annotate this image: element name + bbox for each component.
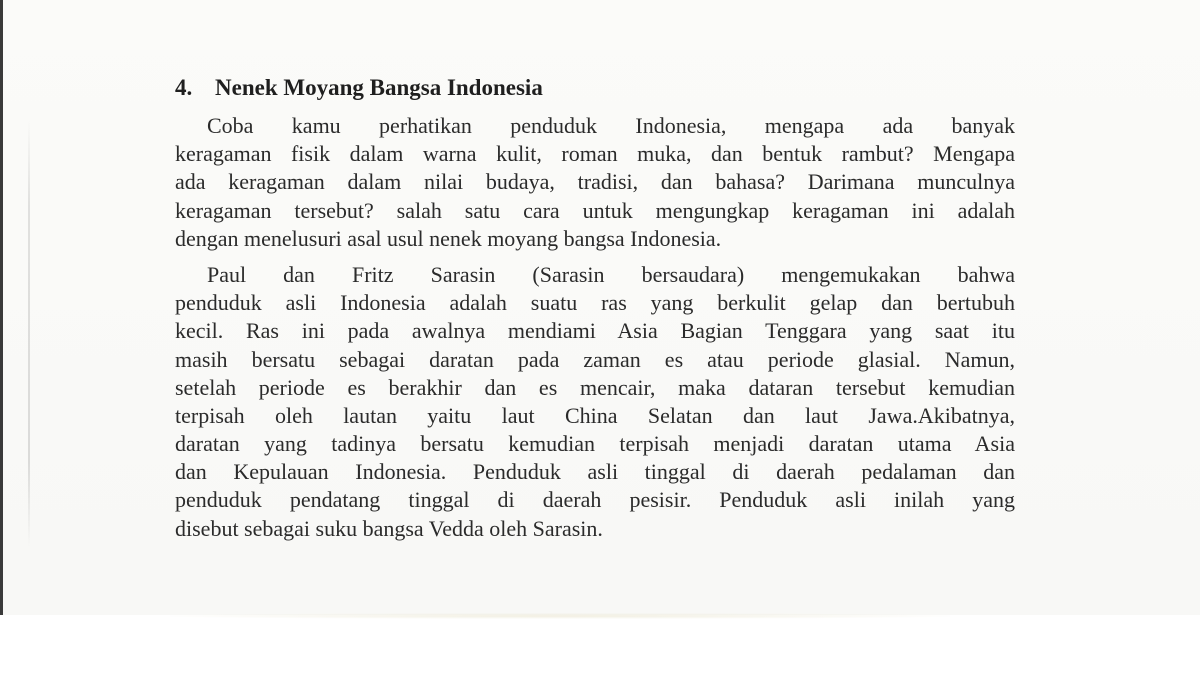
document-body bbox=[175, 70, 1015, 551]
paragraph-line: terpisah oleh lautan yaitu laut China Selatan dan laut Jawa.Akibatnya, bbox=[175, 402, 1015, 428]
section-number: 4. bbox=[175, 75, 193, 100]
paragraph-line: dan Kepulauan Indonesia. Penduduk asli tinggal di daerah pedalaman dan bbox=[175, 459, 1015, 485]
paragraph-1 bbox=[175, 112, 1015, 253]
paragraph-line: Paul dan Fritz Sarasin (Sarasin bersaudara) mengemukakan bahwa bbox=[207, 261, 1015, 287]
paragraph-line: penduduk pendatang tinggal di daerah pesisir. Penduduk asli inilah yang bbox=[175, 487, 1015, 513]
paragraph-line: setelah periode es berakhir dan es mencair, maka dataran tersebut kemudian bbox=[175, 374, 1015, 400]
paragraph-line: kecil. Ras ini pada awalnya mendiami Asia Bagian Tenggara yang saat itu bbox=[175, 318, 1015, 344]
paragraph-line: daratan yang tadinya bersatu kemudian terpisah menjadi daratan utama Asia bbox=[175, 431, 1015, 457]
margin-shadow bbox=[28, 118, 30, 548]
page-left-border bbox=[0, 0, 3, 615]
section-heading bbox=[175, 70, 1015, 106]
paragraph-line: dengan menelusuri asal usul nenek moyang bangsa Indonesia. bbox=[175, 225, 722, 251]
paragraph-line: penduduk asli Indonesia adalah suatu ras yang berkulit gelap dan bertubuh bbox=[175, 290, 1015, 316]
bottom-smudge bbox=[170, 613, 950, 619]
paragraph-line: masih bersatu sebagai daratan pada zaman es atau periode glasial. Namun, bbox=[175, 346, 1015, 372]
paragraph-line: Coba kamu perhatikan penduduk Indonesia, mengapa ada banyak bbox=[207, 113, 1015, 138]
paragraph-line: ada keragaman dalam nilai budaya, tradisi, dan bahasa? Darimana munculnya bbox=[175, 169, 1015, 195]
section-title: Nenek Moyang Bangsa Indonesia bbox=[215, 75, 543, 100]
paragraph-line: keragaman fisik dalam warna kulit, roman muka, dan bentuk rambut? Mengapa bbox=[175, 141, 1015, 167]
paragraph-line: keragaman tersebut? salah satu cara untuk mengungkap keragaman ini adalah bbox=[175, 197, 1015, 223]
paragraph-line: disebut sebagai suku bangsa Vedda oleh Sarasin. bbox=[175, 515, 603, 541]
paragraph-2 bbox=[175, 261, 1015, 543]
